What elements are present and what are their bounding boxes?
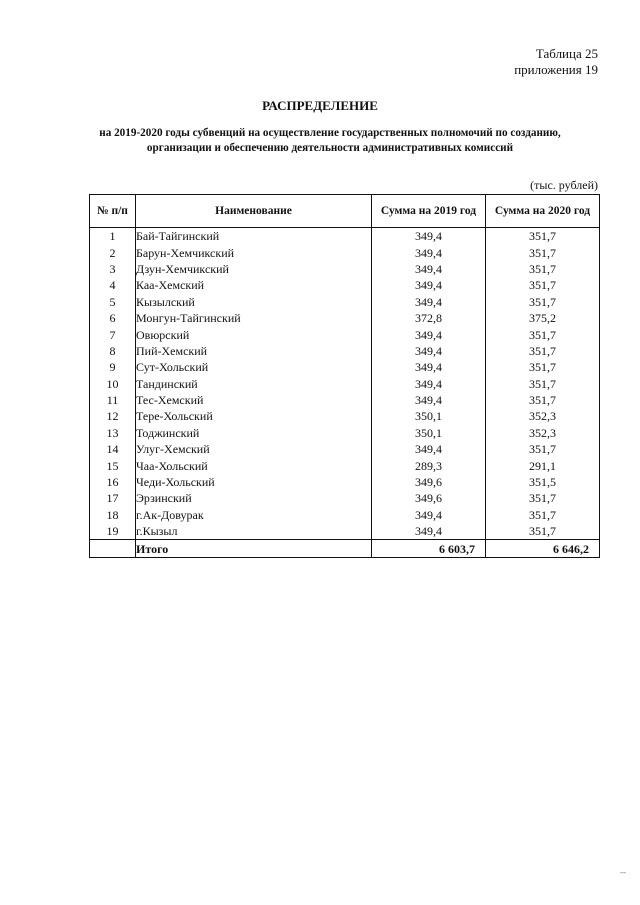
total-sum-2019: 6 603,7 [372,540,486,557]
sum-2020: 351,7 [486,228,600,245]
subtitle-line-2: организации и обеспечению деятельности административных комиссий [146,142,514,154]
table-row [90,343,600,359]
sum-2019: 349,4 [372,228,486,245]
table-row [90,228,600,245]
row-number: 17 [90,490,136,506]
total-label: Итого [136,540,372,557]
municipality-name: Кызылский [136,294,372,310]
municipality-name: г.Ак-Довурак [136,507,372,523]
municipality-name: Барун-Хемчикский [136,244,372,260]
column-header-name: Наименование [136,195,372,228]
sum-2019: 349,4 [372,441,486,457]
row-number: 8 [90,343,136,359]
row-number: 10 [90,376,136,392]
row-number: 9 [90,359,136,375]
sum-2019: 289,3 [372,457,486,473]
total-row [90,540,600,557]
table-row [90,277,600,293]
table-row [90,490,600,506]
municipality-name: Тере-Хольский [136,408,372,424]
sum-2020: 351,7 [486,277,600,293]
sum-2020: 375,2 [486,310,600,326]
municipality-name: Тандинский [136,376,372,392]
table-row [90,326,600,342]
municipality-name: Сут-Хольский [136,359,372,375]
table-body [90,228,600,540]
table-row [90,359,600,375]
sum-2020: 351,7 [486,359,600,375]
municipality-name: Эрзинский [136,490,372,506]
sum-2019: 349,4 [372,326,486,342]
sum-2019: 349,4 [372,507,486,523]
distribution-table [89,194,600,558]
sum-2020: 351,7 [486,326,600,342]
table-row [90,523,600,540]
row-number: 4 [90,277,136,293]
total-sum-2020: 6 646,2 [486,540,600,557]
sum-2020: 351,7 [486,392,600,408]
row-number: 14 [90,441,136,457]
municipality-name: Тоджинский [136,425,372,441]
municipality-name: Чеди-Хольский [136,474,372,490]
sum-2019: 349,4 [372,523,486,540]
table-row [90,310,600,326]
document-subtitle [70,126,590,156]
sum-2019: 349,4 [372,376,486,392]
row-number: 3 [90,261,136,277]
units-label: (тыс. рублей) [530,178,598,192]
row-number: 6 [90,310,136,326]
sum-2020: 351,7 [486,261,600,277]
table-row [90,376,600,392]
column-header-sum-2020: Сумма на 2020 год [486,195,600,228]
row-number: 18 [90,507,136,523]
table-row [90,425,600,441]
row-number: 19 [90,523,136,540]
municipality-name: Монгун-Тайгинский [136,310,372,326]
municipality-name: Овюрский [136,326,372,342]
table-row [90,392,600,408]
sum-2019: 349,4 [372,294,486,310]
sum-2020: 351,7 [486,523,600,540]
municipality-name: г.Кызыл [136,523,372,540]
row-number: 2 [90,244,136,260]
subtitle-line-1: на 2019-2020 годы субвенций на осуществление государственных полномочий по созданию, [99,127,561,139]
row-number: 12 [90,408,136,424]
row-number: 11 [90,392,136,408]
appendix-number: приложения 19 [514,62,598,77]
table-row [90,441,600,457]
sum-2020: 351,7 [486,244,600,260]
municipality-name: Дзун-Хемчикский [136,261,372,277]
row-number: 16 [90,474,136,490]
table-number: Таблица 25 [535,46,598,61]
sum-2019: 349,4 [372,277,486,293]
municipality-name: Чаа-Хольский [136,457,372,473]
table-reference [514,46,598,78]
row-number: 13 [90,425,136,441]
document-title: РАСПРЕДЕЛЕНИЕ [262,98,378,113]
sum-2019: 350,1 [372,408,486,424]
corner-mark: -- [620,867,626,877]
sum-2020: 351,7 [486,490,600,506]
municipality-name: Улуг-Хемский [136,441,372,457]
sum-2019: 349,6 [372,490,486,506]
municipality-name: Тес-Хемский [136,392,372,408]
sum-2019: 349,4 [372,359,486,375]
sum-2019: 372,8 [372,310,486,326]
municipality-name: Каа-Хемский [136,277,372,293]
table-row [90,244,600,260]
sum-2019: 349,4 [372,343,486,359]
table-header-row [90,195,600,228]
sum-2020: 352,3 [486,425,600,441]
table-row [90,457,600,473]
sum-2019: 349,4 [372,261,486,277]
sum-2020: 351,7 [486,343,600,359]
sum-2019: 349,4 [372,244,486,260]
municipality-name: Бай-Тайгинский [136,228,372,245]
table-row [90,294,600,310]
row-number: 5 [90,294,136,310]
table-row [90,507,600,523]
sum-2019: 350,1 [372,425,486,441]
sum-2020: 351,7 [486,507,600,523]
row-number: 15 [90,457,136,473]
sum-2020: 352,3 [486,408,600,424]
sum-2019: 349,6 [372,474,486,490]
table-row [90,408,600,424]
column-header-sum-2019: Сумма на 2019 год [372,195,486,228]
sum-2019: 349,4 [372,392,486,408]
sum-2020: 351,5 [486,474,600,490]
sum-2020: 351,7 [486,294,600,310]
sum-2020: 351,7 [486,441,600,457]
table-row [90,474,600,490]
row-number: 1 [90,228,136,245]
sum-2020: 291,1 [486,457,600,473]
row-number: 7 [90,326,136,342]
municipality-name: Пий-Хемский [136,343,372,359]
column-header-number: № п/п [90,195,136,228]
sum-2020: 351,7 [486,376,600,392]
total-number-cell [90,540,136,557]
table-row [90,261,600,277]
